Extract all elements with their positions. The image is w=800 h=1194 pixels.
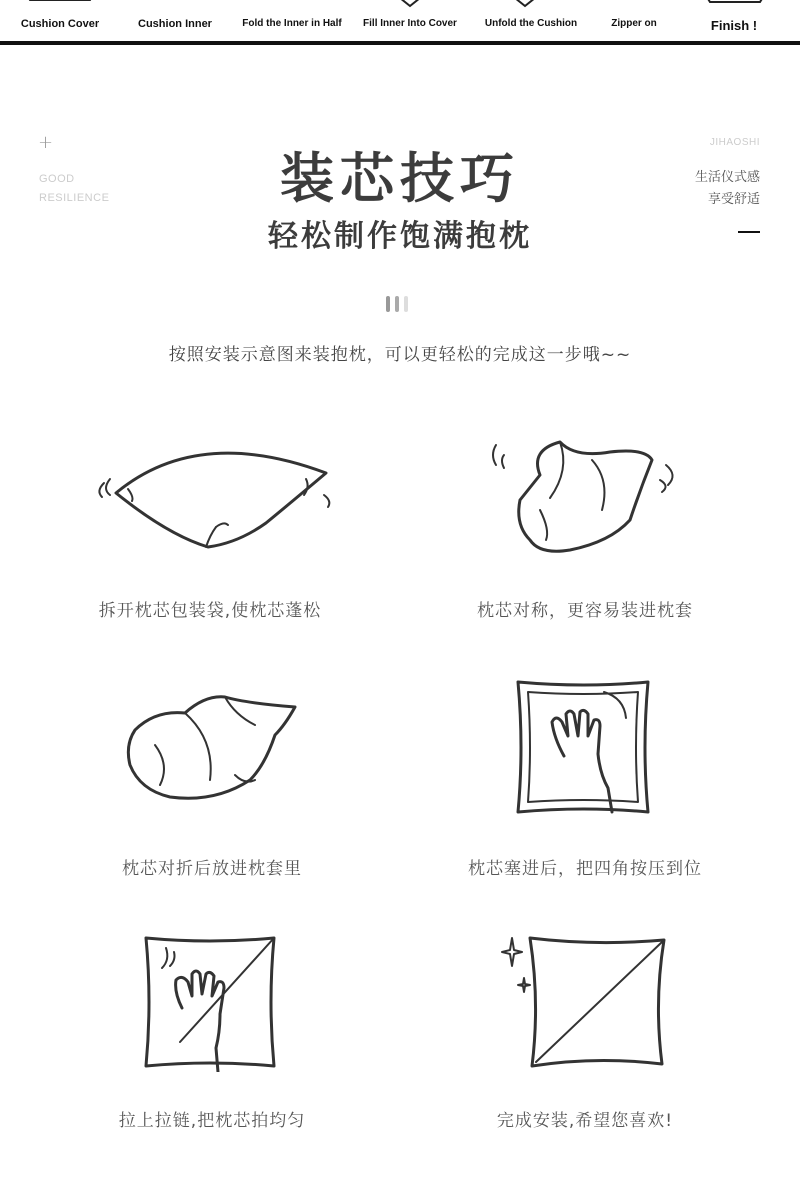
step-caption: 拆开枕芯包装袋,使枕芯蓬松 bbox=[98, 601, 322, 621]
divider-bar bbox=[395, 296, 399, 312]
pillow-fold-icon bbox=[480, 430, 690, 560]
fold-thumb-icon bbox=[268, 0, 318, 6]
top-step-label: Zipper on bbox=[611, 18, 657, 29]
brand-text: JIHAOSHI bbox=[709, 137, 760, 148]
top-step-label: Fold the Inner in Half bbox=[242, 18, 342, 29]
top-divider bbox=[0, 41, 800, 45]
tagline-1: 生活仪式感 bbox=[694, 170, 760, 185]
step-caption: 枕芯塞进后，把四角按压到位 bbox=[468, 859, 702, 879]
top-step-label: Cushion Cover bbox=[20, 18, 100, 30]
good-text: GOOD bbox=[39, 173, 75, 185]
divider-bar bbox=[404, 296, 408, 312]
intro-text: 按照安装示意图来装抱枕，可以更轻松的完成这一步哦~~ bbox=[168, 345, 632, 365]
finish-thumb-icon bbox=[700, 0, 770, 6]
pillow-into-cover-icon bbox=[115, 685, 305, 810]
unfold-thumb-icon bbox=[505, 0, 545, 8]
top-step-label: Finish ! bbox=[710, 18, 758, 33]
resilience-text: RESILIENCE bbox=[39, 192, 110, 204]
pillow-shake-icon bbox=[88, 435, 338, 560]
divider-bar bbox=[386, 296, 390, 312]
page-subtitle: 轻松制作饱满抱枕 bbox=[268, 219, 532, 254]
fill-thumb-icon bbox=[390, 0, 430, 8]
step-caption: 完成安装,希望您喜欢! bbox=[496, 1111, 674, 1131]
top-step-label: Fill Inner Into Cover bbox=[363, 18, 457, 29]
finished-pillow-icon bbox=[500, 932, 670, 1072]
page-title: 装芯技巧 bbox=[280, 147, 520, 210]
hand-press-corners-icon bbox=[514, 678, 654, 818]
zipper-thumb-icon bbox=[608, 0, 658, 6]
top-step-label: Cushion Inner bbox=[138, 18, 212, 30]
top-step-label: Unfold the Cushion bbox=[484, 18, 578, 29]
zip-and-pat-icon bbox=[140, 932, 280, 1072]
step-caption: 枕芯对称，更容易装进枕套 bbox=[477, 601, 693, 621]
cushion-cover-thumb-icon bbox=[20, 0, 100, 6]
top-steps-strip bbox=[0, 0, 800, 46]
divider-bars bbox=[386, 296, 416, 312]
step-caption: 枕芯对折后放进枕套里 bbox=[122, 859, 302, 879]
tagline-2: 享受舒适 bbox=[707, 192, 760, 207]
plus-mark: + bbox=[38, 132, 54, 153]
step-caption: 拉上拉链,把枕芯拍均匀 bbox=[118, 1111, 306, 1131]
